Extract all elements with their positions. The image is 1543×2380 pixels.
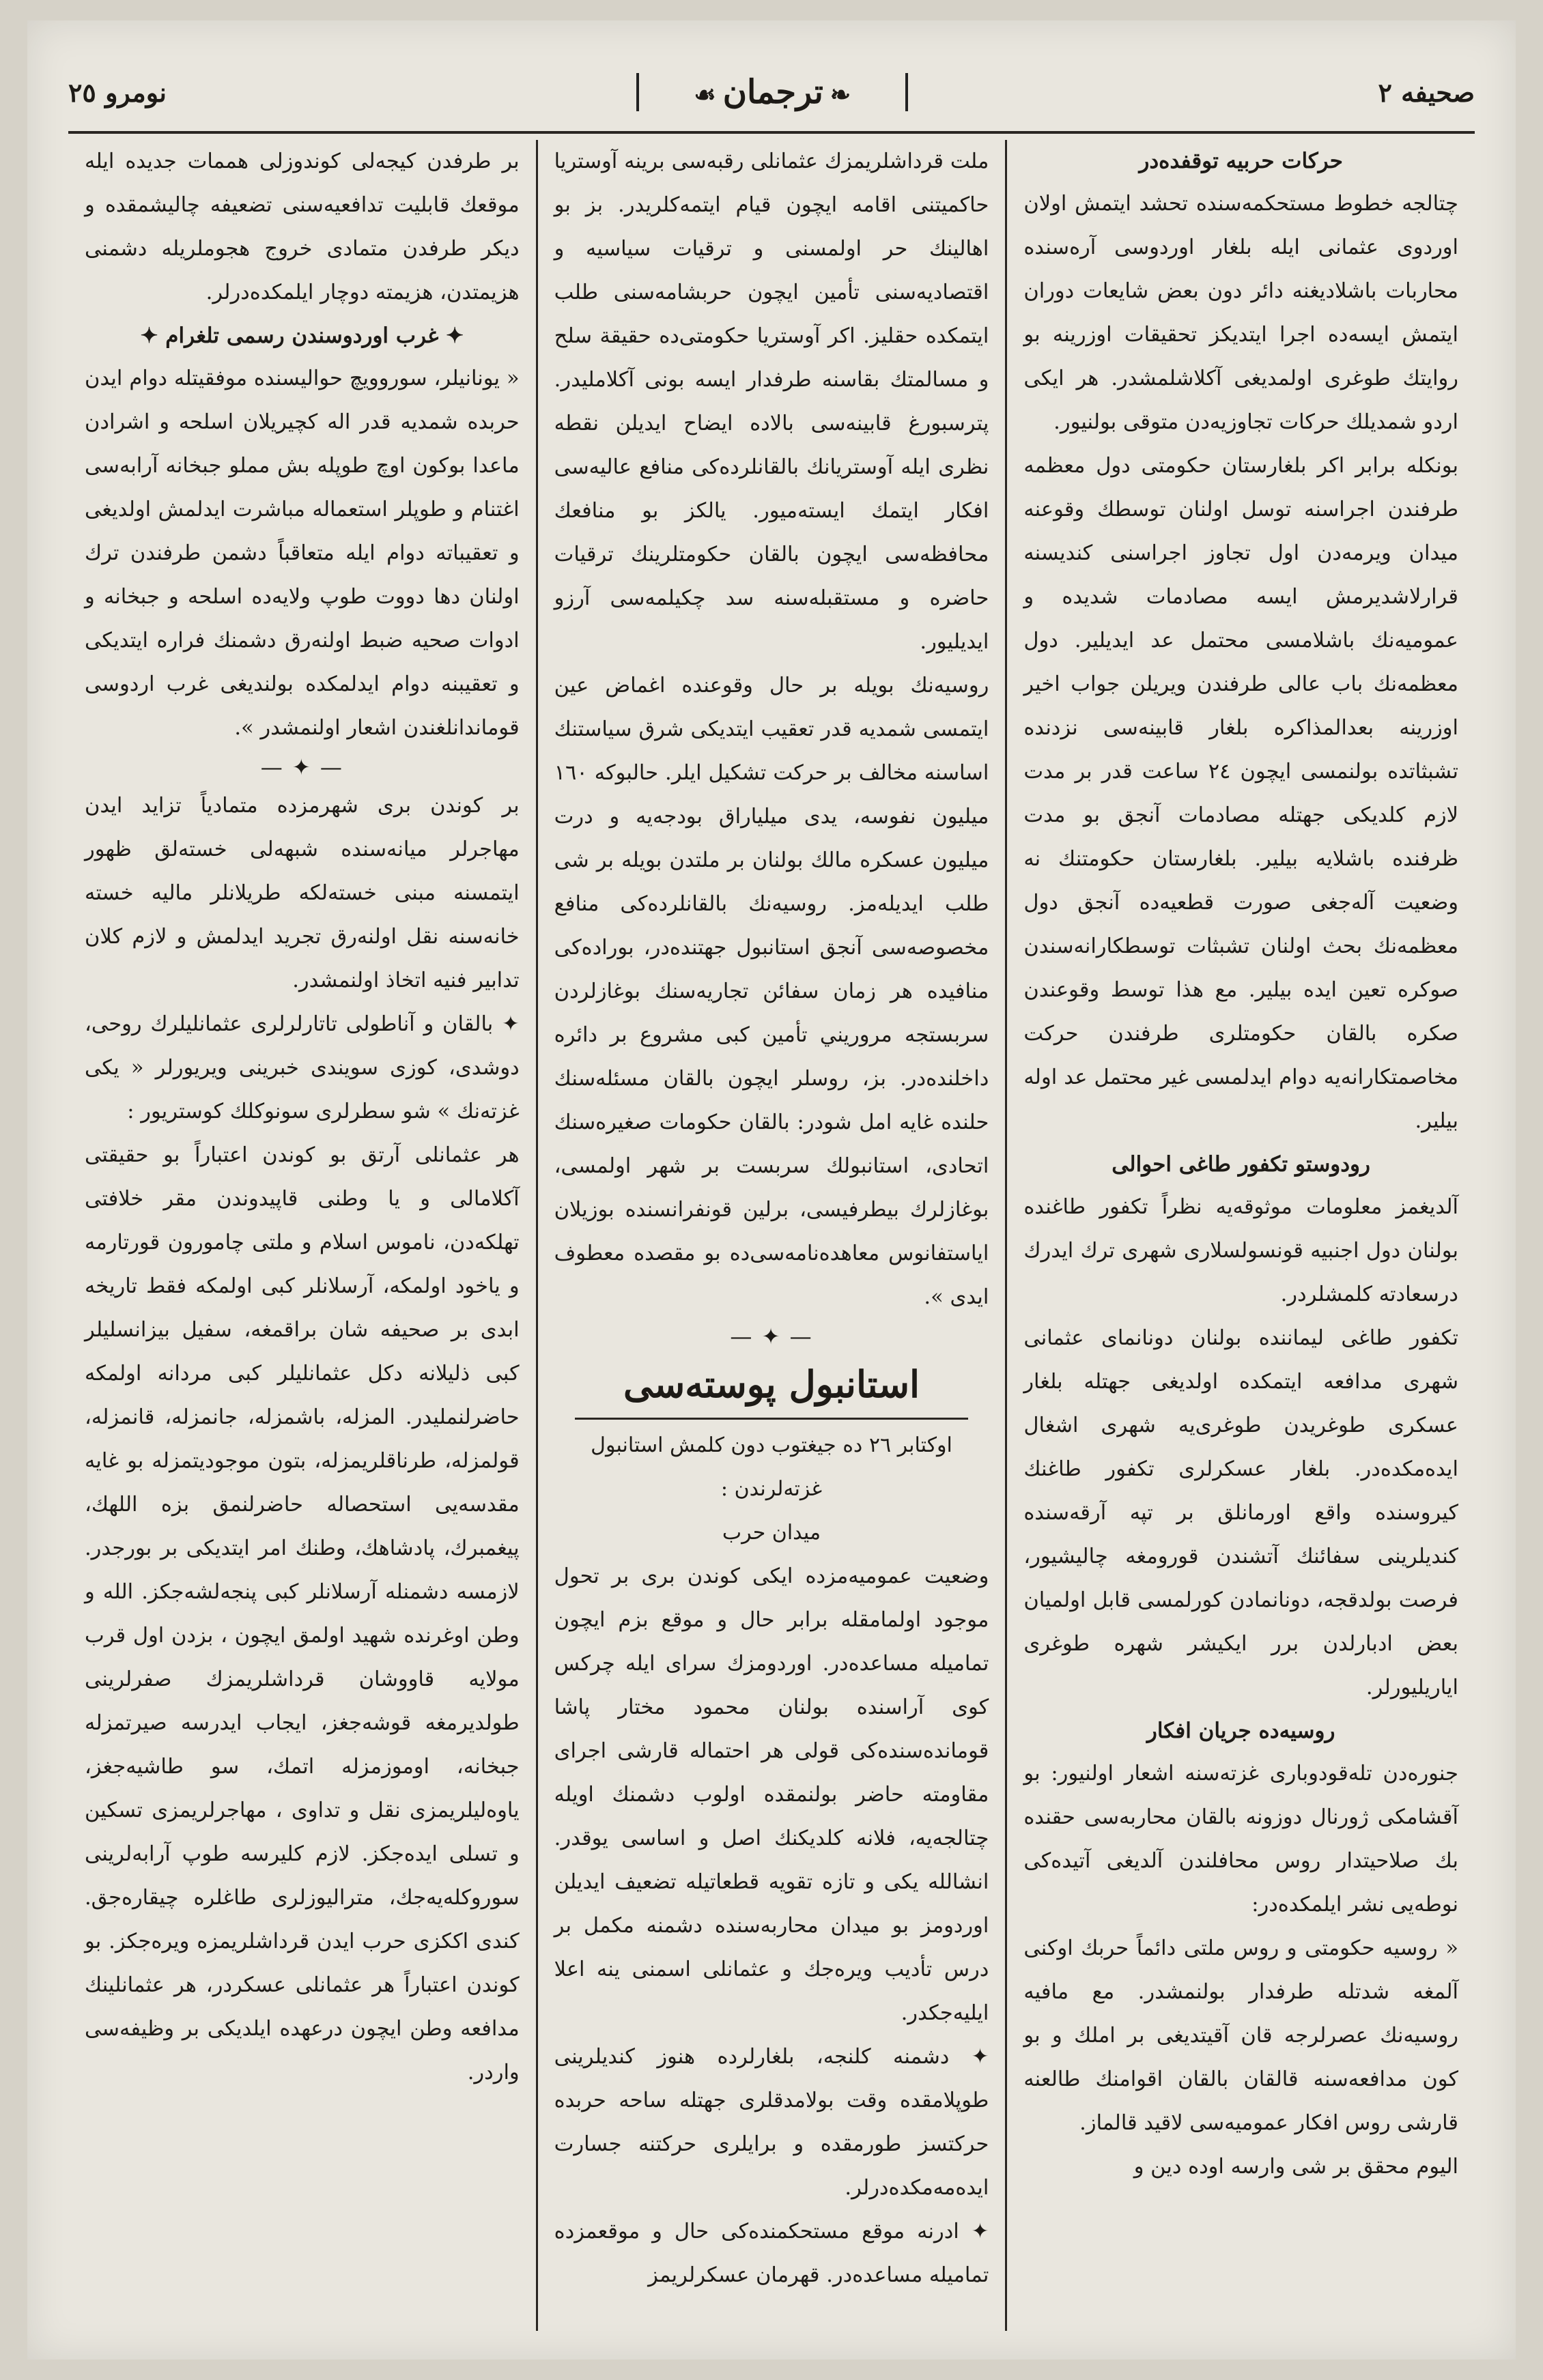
section-heading: رودوستو تكفور طاغی احوالی xyxy=(1112,1152,1371,1177)
article-paragraph: بونكله برابر اكر بلغارستان حكومتی دول معظمه طرفندن اجراسنه توسل اولنان توسطك وقوعنه ميدان ويرمه‌دن اول تجاوز اجراسنی كنديسنه قرارلاشديرمش ايسه مصادمات شديده و عموميه‌نك باشلامسی محتمل عد ايديلير. دول معظمه‌نك باب عالی طرفندن ويريلن جواب اخير اوزرينه بعدالمذاكره بلغار قابينه‌سی نزدنده تشبثاتده بولنمسی ايچون ٢٤ ساعت قدر بر مدت لازم كلديكی جهتله مصادمات آنجق بو مدت ظرفنده باشلايه بيلير. بلغارستان حكومتنك نه وضعيت آله‌جغی صورت قطعيه‌ده آنجق دول معظمه‌نك بحث اولنان تشبثات توسطكارانه‌سندن صوكره تعين ايده بيلير. مع هذا توسط وقوعندن صكره بالقان حكومتلری طرفندن حركت مخاصمتكارانه‌يه دوام ايدلمسی غير محتمل عد اوله بيلير. xyxy=(1023,454,1458,1133)
article-paragraph: جنوره‌دن تله‌قودوباری غزته‌سنه اشعار اولنيور: بو آقشامكی ژورنال دوزونه بالقان محاربه‌سی حقنده بك صلاحيتدار روس محافلندن آلديغی آتيده‌كی نوطه‌يی نشر ايلمكده‌در: xyxy=(1023,1762,1458,1917)
separator-ornament: — ✦ — xyxy=(260,754,343,780)
ornament-icon: ❧ xyxy=(830,81,851,109)
column-left xyxy=(68,140,538,2331)
masthead xyxy=(68,55,1475,130)
column-right xyxy=(1007,140,1475,2331)
article-paragraph: ملت قرداشلريمزك عثمانلی رقبه‌سی برينه آوستريا حاكميتنی اقامه ايچون قيام ايتمه‌كلريدر. بز بو اهالينك حر اولمسنی و ترقيات سياسيه و اقتصاديه‌سنی تأمين ايچون حربشامه‌سنی طلب ايتمكده حقليز. اكر آوستريا حكومتی‌ده حقيقة سلح و مسالمتك بقاسنه طرفدار ايسه بونی آكلامليدر. پترسبورغ قابينه‌سی بالاده ايضاح ايديلن نقطه نظری ايله آوستريانك بالقانلرده‌كی منافع عاليه‌سی افكار ايتمك ايسته‌ميور. يالكز بو منافعك محافظه‌سی ايچون بالقان حكومتلرينك ترقيات حاضره و مستقبله‌سنه سد چكيلمه‌سی آرزو ايديليور. xyxy=(554,149,989,654)
heading-rule xyxy=(575,1418,969,1420)
columns xyxy=(68,140,1475,2331)
section-heading: روسيه‌ده جريان افكار xyxy=(1146,1719,1335,1743)
column-middle xyxy=(538,140,1008,2331)
section-heading: ✦ غرب اوردوسندن رسمی تلغرام ✦ xyxy=(140,324,464,348)
issue-number: نومرو ٢٥ xyxy=(68,76,167,108)
article-paragraph: وضعيت عموميه‌مزده ايكی كوندن بری بر تحول موجود اولمامقله برابر حال و موقع بزم ايچون تماميله مساعده‌در. اوردومزك سرای ايله چركس كوی آراسنده بولنان محمود مختار پاشا قومانده‌سنده‌كی قولی هر احتماله قارشی اجرای مقاومته حاضر بولنمقده اولوب دشمنك اويله چتالجه‌يه، فلانه كلديكنك اصل و اساسی يوقدر. انشالله يكی و تازه تقويه قطعاتيله تضعيف ايديلن اوردومز بو ميدان محاربه‌سنده دشمنه مكمل بر درس تأديب ويره‌جك و عثمانلی اسمنی ينه اعلا ايليه‌جكدر. xyxy=(554,1564,989,2025)
article-paragraph: هر عثمانلی آرتق بو كوندن اعتباراً بو حقيقتی آكلامالی و يا وطنی قاپيدوندن مقر خلافتی تهلكه‌دن، ناموس اسلام و ملتی چامورون قورتارمه و ياخود اولمكه، آرسلانلر كبی اولمكه فقط تاريخه ابدی بر صحيفه شان براقمغه، سفيل بيزانسليلر كبی ذليلانه دكل عثمانليلر كبی مردانه اولمكه حاضرلنمليدر. المزله، باشمزله، جانمزله، قانمزله، قولمزله، طرناقلريمزله، بتون موجوديتمزله بو غايه مقدسه‌يی استحصاله حاضرلنمق بزه اللهك، پيغمبرك، پادشاهك، وطنك امر ايتديكی بر بورجدر. لازمسه دشمنله آرسلانلر كبی پنجه‌لشه‌جكز. الله و وطن اوغرنده شهيد اولمق ايچون ، بزدن اول قرب مولايه قاووشان قرداشلريمزك صفرلرينی طولديرمغه قوشه‌جغز، ايجاب ايدرسه صيرتمزله جبخانه، اوموزمزله اتمك، سو طاشيه‌جغز، ياوه‌ليلريمزی نقل و تداوی ، مهاجرلريمزی تسكين و تسلی ايده‌جكز. لازم كليرسه طوپ آرابه‌لرينی سوروكله‌يه‌جك، متراليوزلری طاغلره چيقاره‌جق. كندی اككزی حرب ايدن قرداشلريمزه ويره‌جكز. بو كوندن اعتباراً هر عثمانلی عسكردر، هر عثمانلينك مدافعه وطن ايچون درعهده ايلديكی بر وظيفه‌سی واردر. xyxy=(84,1143,520,2084)
section-heading: حركات حربيه توقفده‌در xyxy=(1139,149,1343,173)
paper-title-text: ترجمان xyxy=(722,73,823,111)
article-paragraph: ✦ بالقان و آناطولی تاتارلرلری عثمانليلرك روحی، دوشدی، كوزی سويندی خبرينی ويريورلر « يكی غزته‌نك » شو سطرلری سونوكلك كوستريور : xyxy=(84,1012,520,1123)
article-paragraph: تكفور طاغی ليماننده بولنان دونانمای عثمانی شهری مدافعه ايتمكده اولديغی جهتله بلغار عسكری طوغريدن طوغری‌يه شهری اشغال ايده‌مكده‌در. بلغار عسكرلری تكفور طاغنك كيروسنده واقع اورمانلق بر تپه آرقه‌سنده كنديلرينی سفائنك آتشندن قورومغه چاليشيور، فرصت بولدقجه، دونانمادن كورلمسی قابل اولميان بعض ادبارلدن برر ايكيشر شهره طوغری اياريليورلر. xyxy=(1023,1326,1458,1700)
newspaper-page xyxy=(27,20,1516,2360)
article-paragraph: « روسيه حكومتی و روس ملتی دائماً حربك اوكنی آلمغه شدتله طرفدار بولنمشدر. مع مافيه روسيه‌نك عصرلرجه قان آقيتديغی بر املك و بو كون مدافعه‌سنه قالقان بالقان اقوامنك طالعنه قارشی روس افكار عموميه‌سی لاقيد قالماز. xyxy=(1023,1936,1458,2135)
article-paragraph: ✦ ادرنه موقع مستحكمنده‌كی حال و موقعمزده تماميله مساعده‌در. قهرمان عسكرلريمز xyxy=(554,2220,989,2287)
article-paragraph: ✦ دشمنه كلنجه، بلغارلرده هنوز كنديلرينی طوپلامقده وقت بولامدقلری جهتله ساحه حربده حركتسز طورمقده و برايلری حركتنه جسارت ايده‌مه‌مكده‌درلر. xyxy=(554,2045,989,2200)
section-subheading: اوكتابر ٢٦ ده جيغتوب دون كلمش استانبول غزته‌لرندن : xyxy=(591,1433,952,1501)
separator-ornament: — ✦ — xyxy=(730,1323,813,1349)
section-subheading: ميدان حرب xyxy=(722,1521,821,1545)
article-paragraph: چتالجه خطوط مستحكمه‌سنده تحشد ايتمش اولان اوردوی عثمانی ايله بلغار اوردوسی آره‌سنده محاربات باشلاديغنه دائر دون بعض شايعات دوران ايتمش ايسه‌ده اجرا ايتديكز تحقيقات اوزرينه بو روايتك طوغری اولمديغی آكلاشلمشدر. هر ايكی اردو شمديلك حركات تجاوزيه‌دن متوقی بولنيور. xyxy=(1023,192,1458,434)
main-heading: استانبول پوسته‌سی xyxy=(623,1362,920,1406)
ornament-icon: ☙ xyxy=(694,81,716,109)
header-rule xyxy=(68,131,1475,134)
page-number: صحيفه ٢ xyxy=(1378,76,1475,108)
article-paragraph: بر طرفدن كيجه‌لی كوندوزلی هممات جديده ايله موقعك قابليت تدافعيه‌سنی تضعيفه چاليشمقده و ديكر طرفدن متمادی خروج هجوملريله دشمنی هزيمتدن، هزيمته دوچار ايلمكده‌درلر. xyxy=(84,149,520,304)
paper-title xyxy=(636,73,908,111)
article-paragraph: روسيه‌نك بويله بر حال وقوعنده اغماض عين ايتمسی شمديه قدر تعقيب ايتديكی شرق سياستنك اساسنه مخالف بر حركت تشكيل ايلر. حالبوكه ١٦٠ ميليون نفوسه، يدی ميلياراق بودجه‌يه و درت ميليون عسكره مالك بولنان بر ملتدن بويله بر شی طلب ايديله‌مز. روسيه‌نك بالقانلرده‌كی منافع مخصوصه‌سی آنجق استانبول جهتنده‌در، بوراده‌كی منافيده هر زمان سفائن تجاريه‌سنك بوغازلردن سربستجه مروريني تأمين كبی مشروع بر دائره داخلنده‌در. بز، روسلر ايچون بالقان مسئله‌سنك حلنده غايه امل شودر: بالقان حكومات صغيره‌سنك اتحادی، استانبولك سربست بر شهر اولمسی، بوغازلرك بيطرفيسی، برلين قونفرانسنده بوزيلان اياستفانوس معاهده‌نامه‌سی‌ده بو مقصده معطوف ايدی ». xyxy=(554,674,989,1309)
article-paragraph: « يونانيلر، سوروويچ حواليسنده موفقيتله دوام ايدن حربده شمديه قدر اله كچيريلان اسلحه و اشرادن ماعدا بوكون اوچ طوپله بش مملو جبخانه آرابه‌سی اغتنام و طوپلر استعماله مباشرت ايدلمش اولديغی و تعقيباته دوام ايله متعاقباً دشمن طرفندن ترك اولنان دها دووت طوپ ولايه‌ده اسلحه و جبخانه و ادوات صحيه ضبط اولنه‌رق دشمنك فراره ايتديكی و تعقيبنه دوام ايدلمكده بولنديغی غرب اردوسی قوماندانلغندن اشعار اولنمشدر ». xyxy=(84,367,520,740)
article-paragraph: بر كوندن بری شهرمزده متمادياً تزايد ايدن مهاجرلر ميانه‌سنده شبهه‌لی خسته‌لق ظهور ايتمسنه مبنی خسته‌لكه طريلانلر ماليه خسته خانه‌سنه نقل اولنه‌رق تجريد ايدلمش و لازم كلان تدابير فنيه اتخاذ اولنمشدر. xyxy=(84,794,520,992)
article-paragraph: آلديغمز معلومات موثوقه‌يه نظراً تكفور طاغنده بولنان دول اجنبيه قونسولسلاری شهری ترك ايدرك درسعادته كلمشلردر. xyxy=(1023,1195,1458,1306)
article-paragraph: اليوم محقق بر شی وارسه اوده دين و xyxy=(1133,2155,1458,2179)
